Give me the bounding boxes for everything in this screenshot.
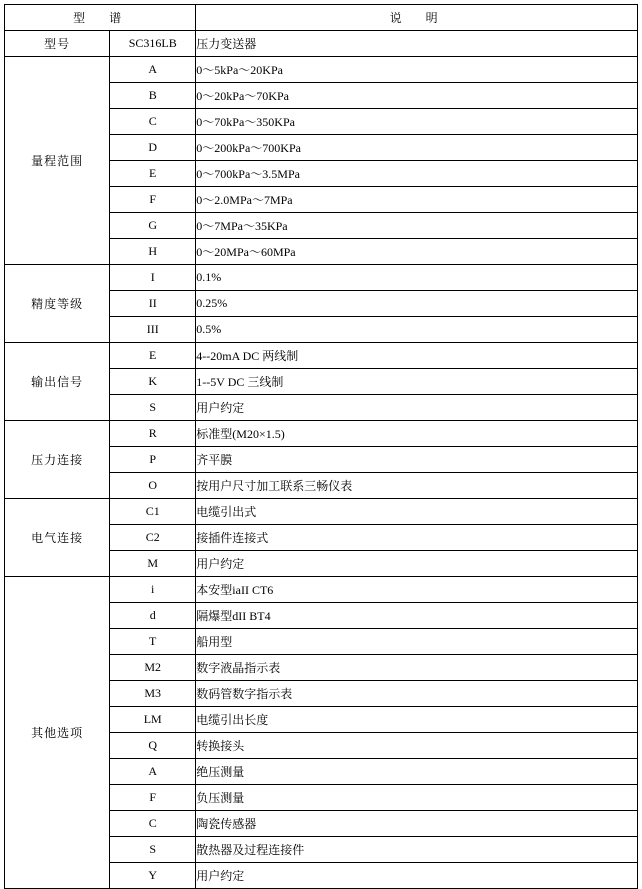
row-code: C2 [110, 525, 196, 551]
row-code: A [110, 57, 196, 83]
row-code: G [110, 213, 196, 239]
row-desc: 本安型iaII CT6 [196, 577, 638, 603]
row-desc: 散热器及过程连接件 [196, 837, 638, 863]
header-col-desc: 说 明 [196, 5, 638, 31]
row-desc: 标准型(M20×1.5) [196, 421, 638, 447]
model-code: SC316LB [110, 31, 196, 57]
row-code: T [110, 629, 196, 655]
row-desc: 齐平膜 [196, 447, 638, 473]
row-desc: 4--20mA DC 两线制 [196, 343, 638, 369]
row-code: E [110, 343, 196, 369]
table-row-model [5, 31, 638, 57]
row-desc: 0～20kPa～70KPa [196, 83, 638, 109]
table-row [5, 421, 638, 447]
model-desc: 压力变送器 [196, 31, 638, 57]
row-desc: 负压测量 [196, 785, 638, 811]
table-row [5, 499, 638, 525]
row-code: M [110, 551, 196, 577]
row-desc: 按用户尺寸加工联系三畅仪表 [196, 473, 638, 499]
row-desc: 0～700kPa～3.5MPa [196, 161, 638, 187]
table-row [5, 57, 638, 83]
group-label: 量程范围 [5, 57, 110, 265]
group-label: 其他选项 [5, 577, 110, 889]
group-label: 输出信号 [5, 343, 110, 421]
row-code: R [110, 421, 196, 447]
row-desc: 0.5% [196, 317, 638, 343]
row-code: Q [110, 733, 196, 759]
row-desc: 用户约定 [196, 395, 638, 421]
row-code: i [110, 577, 196, 603]
table-header-row [5, 5, 638, 31]
row-desc: 接插件连接式 [196, 525, 638, 551]
row-code: M3 [110, 681, 196, 707]
row-code: K [110, 369, 196, 395]
row-code: III [110, 317, 196, 343]
row-code: I [110, 265, 196, 291]
row-desc: 0～200kPa～700KPa [196, 135, 638, 161]
row-desc: 转换接头 [196, 733, 638, 759]
group-label: 精度等级 [5, 265, 110, 343]
table-row [5, 343, 638, 369]
row-code: d [110, 603, 196, 629]
row-desc: 1--5V DC 三线制 [196, 369, 638, 395]
row-code: Y [110, 863, 196, 889]
row-code: LM [110, 707, 196, 733]
product-spec-table [4, 4, 638, 889]
row-code: E [110, 161, 196, 187]
table-body [5, 5, 638, 889]
row-desc: 0～2.0MPa～7MPa [196, 187, 638, 213]
row-desc: 用户约定 [196, 863, 638, 889]
row-code: S [110, 837, 196, 863]
row-desc: 0.25% [196, 291, 638, 317]
row-desc: 用户约定 [196, 551, 638, 577]
row-code: D [110, 135, 196, 161]
row-desc: 0～5kPa～20KPa [196, 57, 638, 83]
row-code: O [110, 473, 196, 499]
row-code: M2 [110, 655, 196, 681]
row-desc: 0～70kPa～350KPa [196, 109, 638, 135]
row-desc: 0～20MPa～60MPa [196, 239, 638, 265]
row-code: C [110, 811, 196, 837]
row-code: F [110, 187, 196, 213]
row-code: A [110, 759, 196, 785]
row-desc: 0～7MPa～35KPa [196, 213, 638, 239]
model-label: 型号 [5, 31, 110, 57]
row-code: C1 [110, 499, 196, 525]
row-code: S [110, 395, 196, 421]
group-label: 压力连接 [5, 421, 110, 499]
table-row [5, 265, 638, 291]
row-code: H [110, 239, 196, 265]
row-desc: 隔爆型dII BT4 [196, 603, 638, 629]
row-desc: 数码管数字指示表 [196, 681, 638, 707]
row-desc: 数字液晶指示表 [196, 655, 638, 681]
row-desc: 陶瓷传感器 [196, 811, 638, 837]
row-desc: 绝压测量 [196, 759, 638, 785]
row-code: P [110, 447, 196, 473]
row-desc: 船用型 [196, 629, 638, 655]
row-code: F [110, 785, 196, 811]
row-code: II [110, 291, 196, 317]
header-col-group: 型 谱 [5, 5, 196, 31]
group-label: 电气连接 [5, 499, 110, 577]
row-desc: 电缆引出式 [196, 499, 638, 525]
row-desc: 电缆引出长度 [196, 707, 638, 733]
row-code: C [110, 109, 196, 135]
table-row [5, 577, 638, 603]
row-desc: 0.1% [196, 265, 638, 291]
row-code: B [110, 83, 196, 109]
